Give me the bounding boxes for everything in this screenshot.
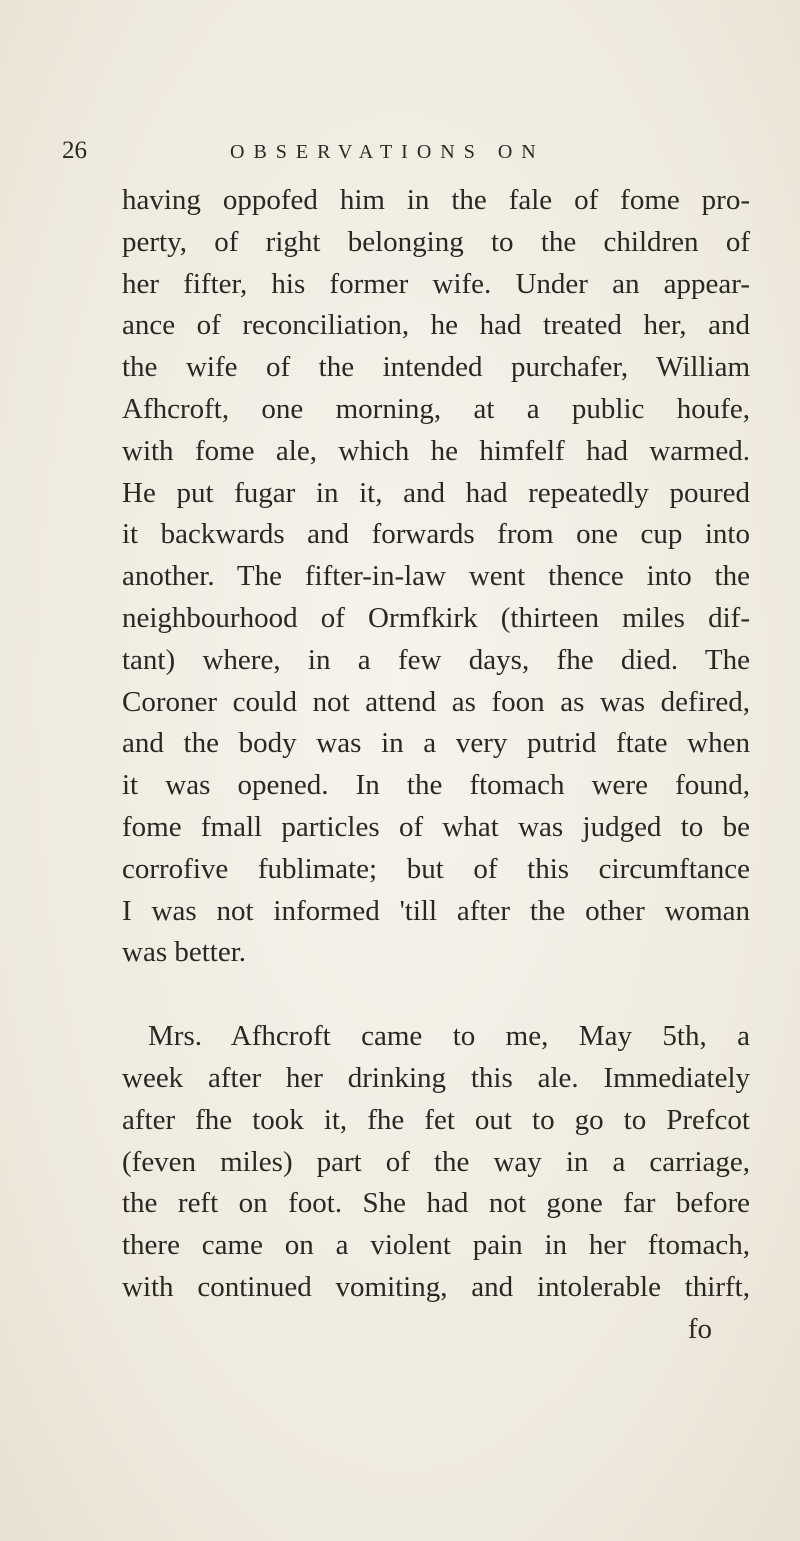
paragraph-2 xyxy=(122,1016,750,1309)
text-line: the wife of the intended purchafer, William xyxy=(122,351,750,384)
text-line: fome fmall particles of what was judged to be xyxy=(122,810,750,843)
page-number: 26 xyxy=(62,137,87,164)
text-line: I was not informed 'till after the other woman xyxy=(122,894,750,927)
text-line: neighbourhood of Ormfkirk (thirteen miles dif- xyxy=(122,601,750,634)
text-line: another. The fifter-in-law went thence into the xyxy=(122,560,750,593)
text-line: Coroner could not attend as foon as was defired, xyxy=(122,685,750,718)
text-line: Afhcroft, one morning, at a public houfe, xyxy=(122,392,750,425)
text-line: having oppofed him in the fale of fome pro- xyxy=(122,184,750,216)
catchword: fo xyxy=(687,1312,712,1345)
text-line: tant) where, in a few days, fhe died. The xyxy=(122,643,750,676)
text-line: with fome ale, which he himfelf had warmed. xyxy=(122,434,750,467)
text-line: there came on a violent pain in her ftomach, xyxy=(122,1229,750,1262)
text-line: perty, of right belonging to the children of xyxy=(122,225,750,258)
text-line: week after her drinking this ale. Immediately xyxy=(122,1061,750,1094)
text-line: He put fugar in it, and had repeatedly poured xyxy=(122,476,750,509)
text-line: with continued vomiting, and intolerable thirft, xyxy=(122,1270,750,1303)
body-text xyxy=(122,180,750,1351)
page-header xyxy=(62,136,742,176)
text-line: it backwards and forwards from one cup into xyxy=(122,518,750,551)
text-line: the reft on foot. She had not gone far before xyxy=(122,1187,750,1220)
text-line: was better. xyxy=(122,936,247,969)
text-line: Mrs. Afhcroft came to me, May 5th, a xyxy=(148,1020,750,1053)
text-line: ance of reconciliation, he had treated her, and xyxy=(122,309,750,342)
text-line: and the body was in a very putrid ftate when xyxy=(122,727,750,760)
text-line: corrofive fublimate; but of this circumftance xyxy=(122,852,750,885)
text-line: (feven miles) part of the way in a carriage, xyxy=(122,1145,750,1178)
text-line: after fhe took it, fhe fet out to go to Prefcot xyxy=(122,1103,750,1136)
running-head: OBSERVATIONS ON xyxy=(230,141,545,163)
paragraph-1 xyxy=(122,180,750,974)
paragraph-gap xyxy=(122,974,750,1016)
text-line: her fifter, his former wife. Under an appear- xyxy=(122,267,750,300)
text-line: it was opened. In the ftomach were found, xyxy=(122,769,750,802)
